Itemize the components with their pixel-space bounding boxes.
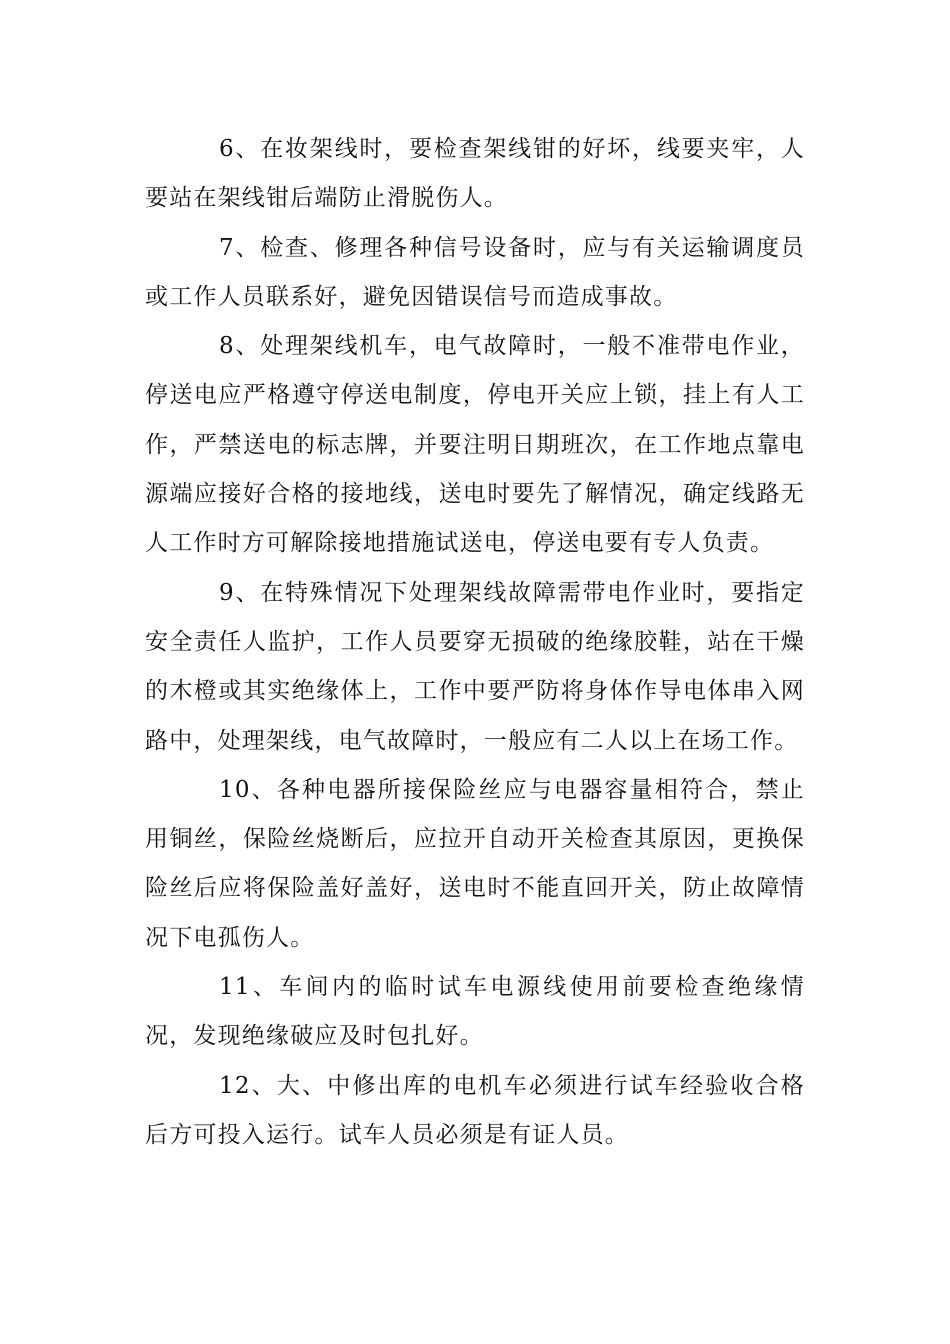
- paragraph-12: 12、大、中修出库的电机车必须进行试车经验收合格后方可投入运行。试车人员必须是有证人员。: [145, 1072, 805, 1148]
- paragraph-6: 6、在妆架线时，要检查架线钳的好坏，线要夹牢，人要站在架线钳后端防止滑脱伤人。: [145, 136, 805, 212]
- paragraph-11: 11、车间内的临时试车电源线使用前要检查绝缘情况，发现绝缘破应及时包扎好。: [145, 974, 805, 1050]
- paragraph-8: 8、处理架线机车，电气故障时，一般不准带电作业，停送电应严格遵守停送电制度，停电开关应上锁，挂上有人工作，严禁送电的标志牌，并要注明日期班次，在工作地点靠电源端应接好合格的接地线，送电时要先了解情况，确定线路无人工作时方可解除接地措施试送电，停送电要有专人负责。: [145, 333, 805, 557]
- document-body: [145, 125, 805, 1160]
- paragraph-10: 10、各种电器所接保险丝应与电器容量相符合，禁止用铜丝，保险丝烧断后，应拉开自动开关检查其原因，更换保险丝后应将保险盖好盖好，送电时不能直回开关，防止故障情况下电孤伤人。: [145, 776, 805, 951]
- paragraph-7: 7、检查、修理各种信号设备时，应与有关运输调度员或工作人员联系好，避免因错误信号而造成事故。: [145, 234, 805, 310]
- paragraph-9: 9、在特殊情况下处理架线故障需带电作业时，要指定安全责任人监护，工作人员要穿无损破的绝缘胶鞋，站在干燥的木橙或其实绝缘体上，工作中要严防将身体作导电体串入网路中，处理架线，电气故障时，一般应有二人以上在场工作。: [145, 579, 805, 754]
